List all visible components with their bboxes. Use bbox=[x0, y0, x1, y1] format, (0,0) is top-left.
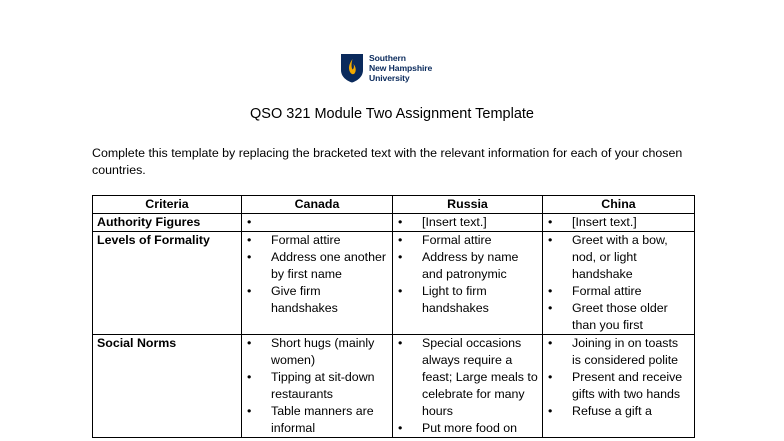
list-item: • Joining in on toasts is considered polite bbox=[547, 335, 690, 369]
table-header-row bbox=[93, 196, 695, 214]
bullet-list bbox=[547, 335, 690, 420]
list-item bbox=[246, 214, 388, 231]
list-item: • Tipping at sit-down restaurants bbox=[246, 369, 388, 403]
list-item: • Greet those older than you first bbox=[547, 300, 690, 334]
criterion-cell: Social Norms bbox=[93, 335, 242, 438]
logo-line: New Hampshire bbox=[369, 63, 433, 73]
list-item: • Present and receive gifts with two hands bbox=[547, 369, 690, 403]
table-cell[interactable] bbox=[543, 214, 695, 232]
column-header: Russia bbox=[393, 196, 543, 214]
list-item: • Refuse a gift a bbox=[547, 403, 690, 420]
table-cell[interactable] bbox=[242, 232, 393, 335]
table-cell[interactable] bbox=[242, 335, 393, 438]
list-item: • Formal attire bbox=[246, 232, 388, 249]
list-item: • [Insert text.] bbox=[397, 214, 538, 231]
document-title: QSO 321 Module Two Assignment Template bbox=[250, 106, 534, 122]
university-logo bbox=[340, 53, 432, 83]
list-item: • Address by name and patronymic bbox=[397, 249, 538, 283]
table-row bbox=[93, 335, 695, 438]
logo-line: University bbox=[369, 73, 410, 83]
table-cell[interactable] bbox=[543, 232, 695, 335]
bullet-list bbox=[397, 232, 538, 317]
intro-paragraph: Complete this template by replacing the bracketed text with the relevant information for each of your chosen countries. bbox=[92, 146, 683, 177]
list-item: • Short hugs (mainly women) bbox=[246, 335, 388, 369]
assignment-table bbox=[92, 195, 695, 438]
table-cell[interactable] bbox=[393, 232, 543, 335]
criterion-cell: Levels of Formality bbox=[93, 232, 242, 335]
list-item: • [Insert text.] bbox=[547, 214, 690, 231]
list-item: • Put more food on bbox=[397, 420, 538, 437]
criterion-cell: Authority Figures bbox=[93, 214, 242, 232]
bullet-list bbox=[246, 214, 388, 231]
logo-line: Southern bbox=[369, 53, 406, 63]
list-item: • Formal attire bbox=[547, 283, 690, 300]
table-cell[interactable] bbox=[393, 214, 543, 232]
list-item: • Special occasions always require a feast; Large meals to celebrate for many hours bbox=[397, 335, 538, 420]
column-header: China bbox=[543, 196, 695, 214]
table-cell[interactable] bbox=[242, 214, 393, 232]
bullet-list bbox=[547, 214, 690, 231]
list-item: • Address one another by first name bbox=[246, 249, 388, 283]
table-cell[interactable] bbox=[543, 335, 695, 438]
bullet-list bbox=[246, 335, 388, 437]
list-item: • Formal attire bbox=[397, 232, 538, 249]
table-row bbox=[93, 232, 695, 335]
bullet-list bbox=[397, 214, 538, 231]
column-header: Criteria bbox=[93, 196, 242, 214]
list-item: • Table manners are informal bbox=[246, 403, 388, 437]
flame-shield-icon bbox=[340, 53, 364, 83]
list-item: • Greet with a bow, nod, or light handshake bbox=[547, 232, 690, 283]
table-row bbox=[93, 214, 695, 232]
table-cell[interactable] bbox=[393, 335, 543, 438]
list-item: • Light to firm handshakes bbox=[397, 283, 538, 317]
bullet-list bbox=[246, 232, 388, 317]
bullet-list bbox=[547, 232, 690, 334]
column-header: Canada bbox=[242, 196, 393, 214]
bullet-list bbox=[397, 335, 538, 437]
list-item: • Give firm handshakes bbox=[246, 283, 388, 317]
logo-wordmark bbox=[369, 53, 432, 83]
